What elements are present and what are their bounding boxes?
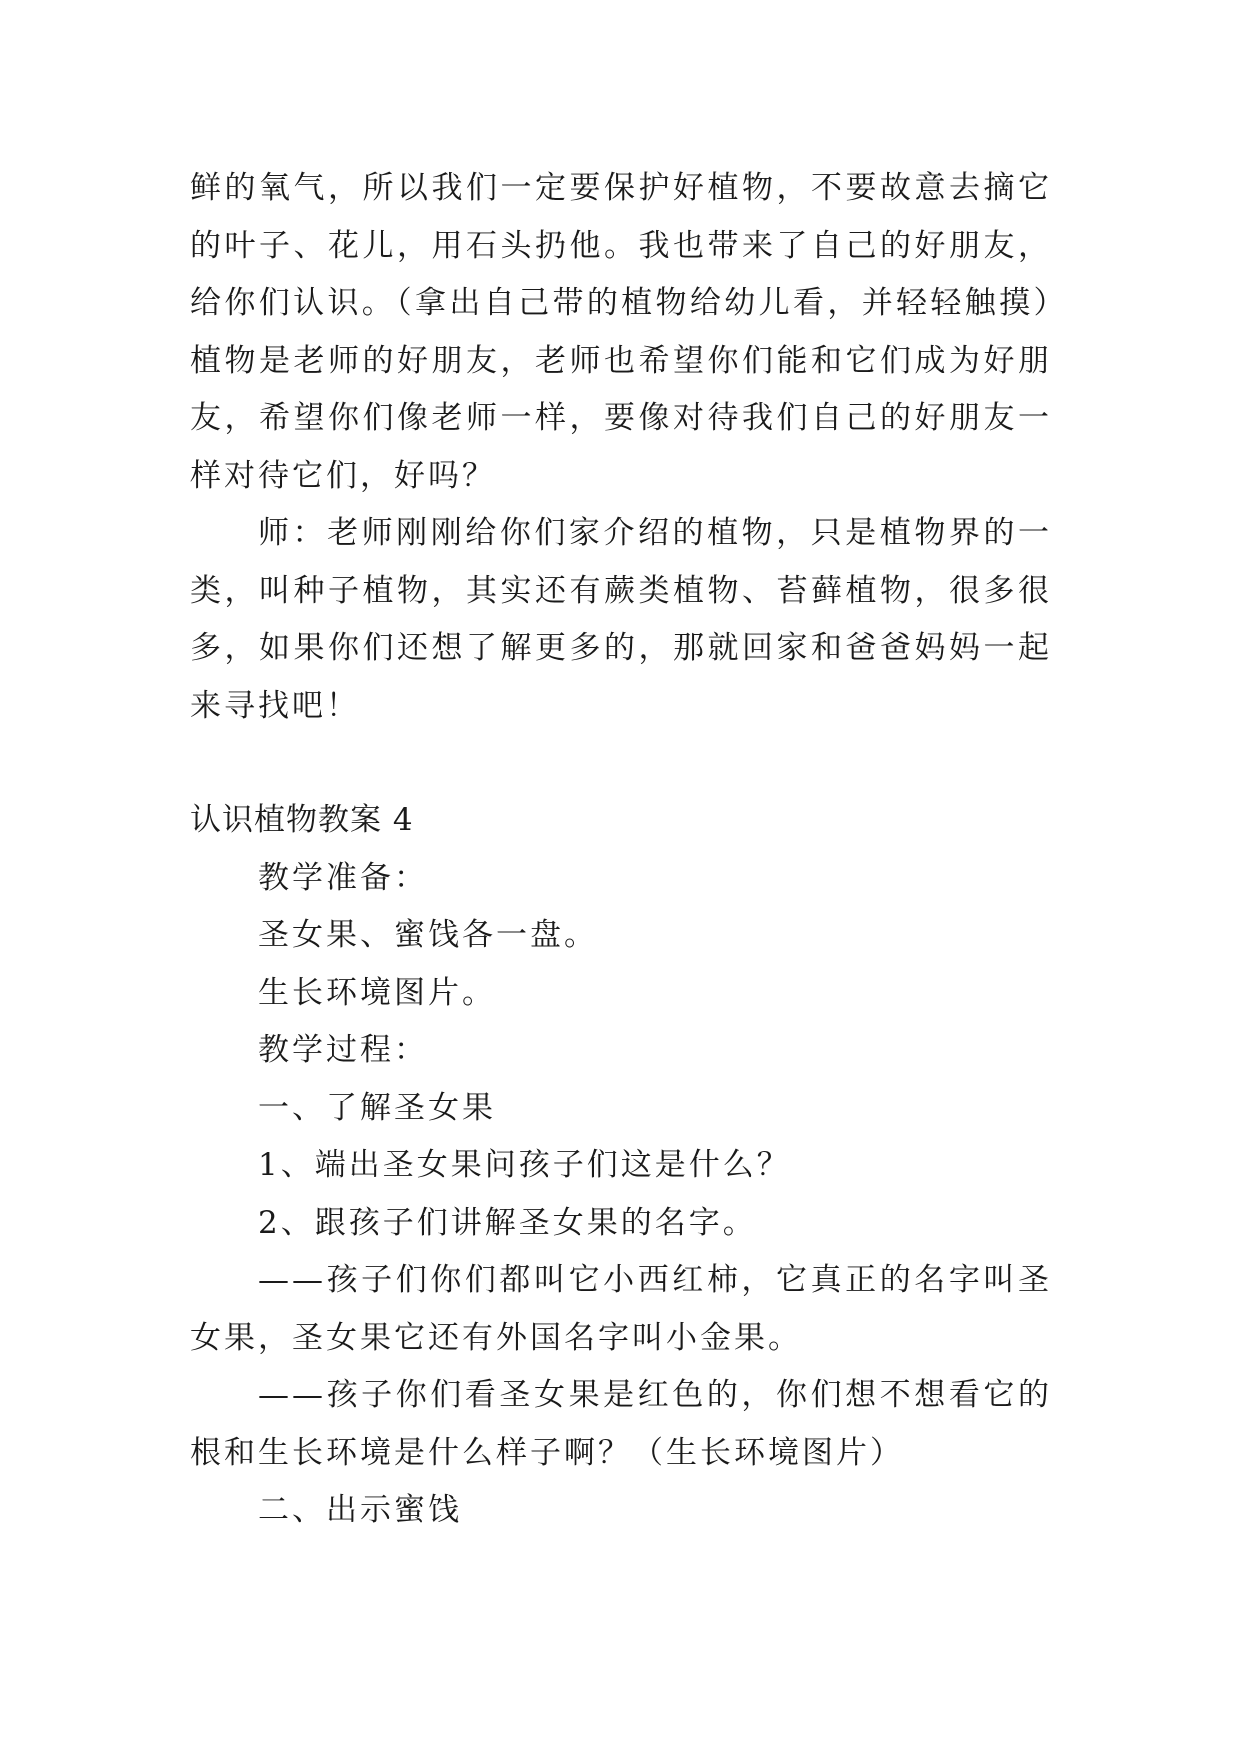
document-page bbox=[190, 160, 1052, 1540]
paragraph: 教学过程： bbox=[258, 1032, 428, 1068]
paragraph: 1、端出圣女果问孩子们这是什么？ bbox=[258, 1147, 791, 1183]
section-body bbox=[190, 850, 1052, 1540]
paragraph-teacher-summary: 师：老师刚刚给你们家介绍的植物，只是植物界的一类，叫种子植物，其实还有蕨类植物、苔藓植物，很多很多，如果你们还想了解更多的，那就回家和爸爸妈妈一起来寻找吧！ bbox=[190, 515, 1052, 724]
paragraph: ——孩子你们看圣女果是红色的，你们想不想看它的根和生长环境是什么样子啊？（生长环境图片） bbox=[190, 1377, 1052, 1471]
paragraph: 教学准备： bbox=[258, 859, 428, 896]
paragraph-continued: 鲜的氧气，所以我们一定要保护好植物，不要故意去摘它的叶子、花儿，用石头扔他。我也带来了自己的好朋友，给你们认识。（拿出自己带的植物给幼儿看，并轻轻触摸）植物是老师的好朋友，老师也希望你们能和它们成为好朋友，希望你们像老师一样，要像对待我们自己的好朋友一样对待它们，好吗？ bbox=[190, 170, 1052, 494]
paragraph: 一、了解圣女果 bbox=[258, 1089, 496, 1126]
paragraph: ——孩子们你们都叫它小西红柿，它真正的名字叫圣女果，圣女果它还有外国名字叫小金果。 bbox=[190, 1262, 1052, 1356]
section-title: 认识植物教案 4 bbox=[190, 802, 414, 838]
paragraph: 2、跟孩子们讲解圣女果的名字。 bbox=[258, 1204, 757, 1241]
paragraph: 二、出示蜜饯 bbox=[258, 1492, 462, 1528]
paragraph: 生长环境图片。 bbox=[258, 974, 496, 1011]
paragraph: 圣女果、蜜饯各一盘。 bbox=[258, 917, 598, 953]
